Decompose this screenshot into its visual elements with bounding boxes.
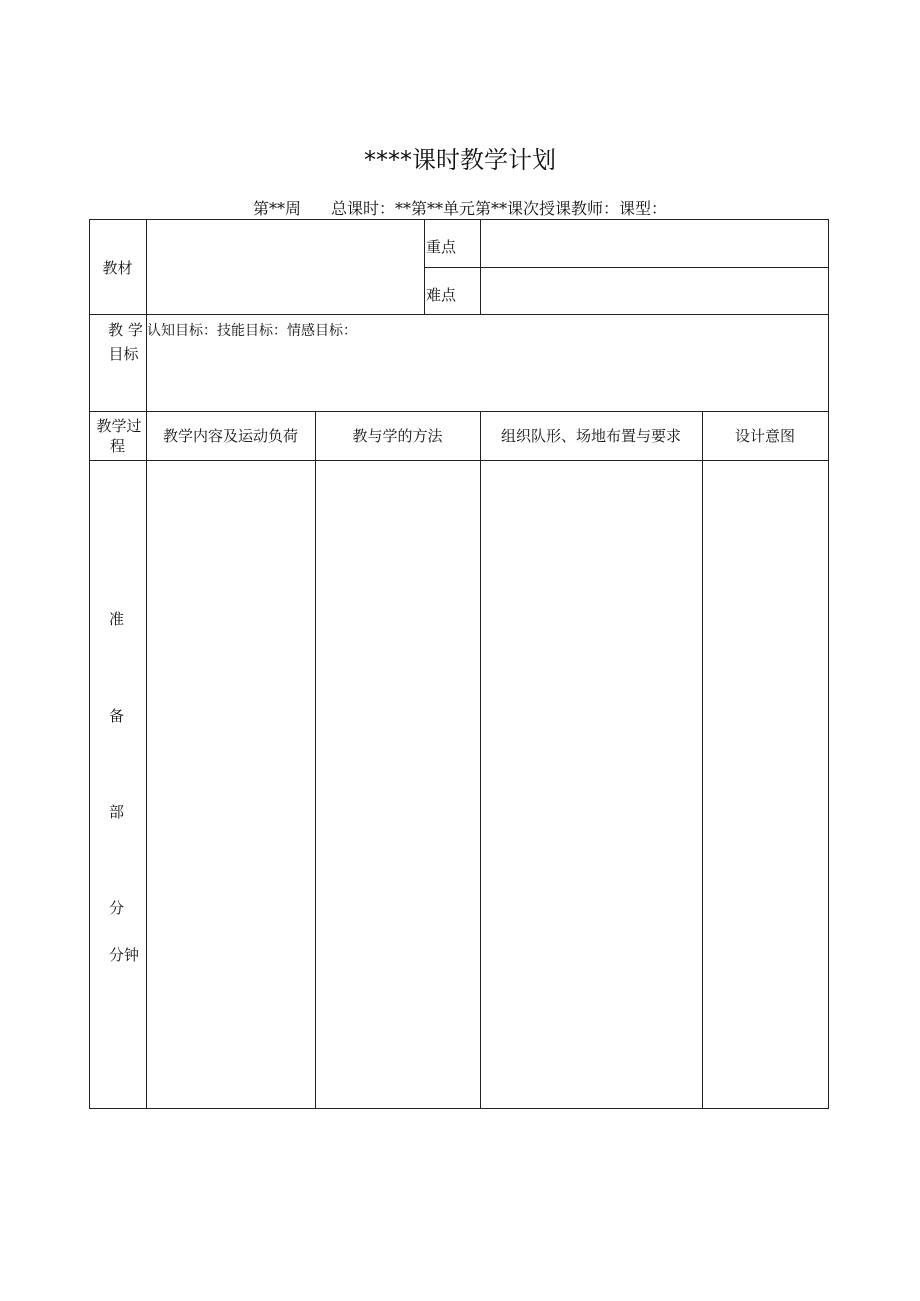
intent-cell[interactable] <box>703 461 828 1108</box>
table-border-bottom <box>89 1108 829 1109</box>
row-divider-material <box>89 314 829 315</box>
col-divider-material-text <box>424 219 425 315</box>
material-label: 教材 <box>102 258 133 277</box>
goal-label-line1: 教 学 <box>108 321 143 339</box>
goal-text: 认知目标：技能目标：情感目标： <box>147 323 357 339</box>
section-char-2: 备 <box>109 707 125 725</box>
organization-cell[interactable] <box>481 461 702 1108</box>
key-point-label: 重点 <box>426 238 457 256</box>
material-content[interactable] <box>147 220 424 314</box>
process-label-line2: 程 <box>109 437 125 455</box>
column-header-intent: 设计意图 <box>734 427 795 445</box>
goal-label <box>89 318 146 366</box>
column-header-content: 教学内容及运动负荷 <box>162 427 298 445</box>
column-header-method: 教与学的方法 <box>352 427 443 445</box>
goal-label-line2: 目标 <box>108 345 139 363</box>
lesson-info-text: 总课时：**第**单元第**课次授课教师：课型： <box>331 199 668 218</box>
section-char-1: 准 <box>109 610 125 628</box>
lesson-info-line <box>0 196 920 219</box>
process-label-line1: 教学过 <box>96 417 142 435</box>
duration-label: 分钟 <box>109 946 140 964</box>
content-cell[interactable] <box>147 461 315 1108</box>
page-title: ****课时教学计划 <box>364 146 556 174</box>
difficulty-content[interactable] <box>481 268 828 314</box>
section-char-4: 分 <box>109 899 125 917</box>
column-header-organization: 组织队形、场地布置与要求 <box>500 427 681 445</box>
table-border-right <box>828 219 829 1109</box>
difficulty-label: 难点 <box>426 286 457 304</box>
process-label <box>89 416 146 456</box>
key-point-content[interactable] <box>481 220 828 267</box>
section-char-3: 部 <box>109 803 125 821</box>
method-cell[interactable] <box>316 461 480 1108</box>
week-label: 第**周 <box>252 199 301 218</box>
